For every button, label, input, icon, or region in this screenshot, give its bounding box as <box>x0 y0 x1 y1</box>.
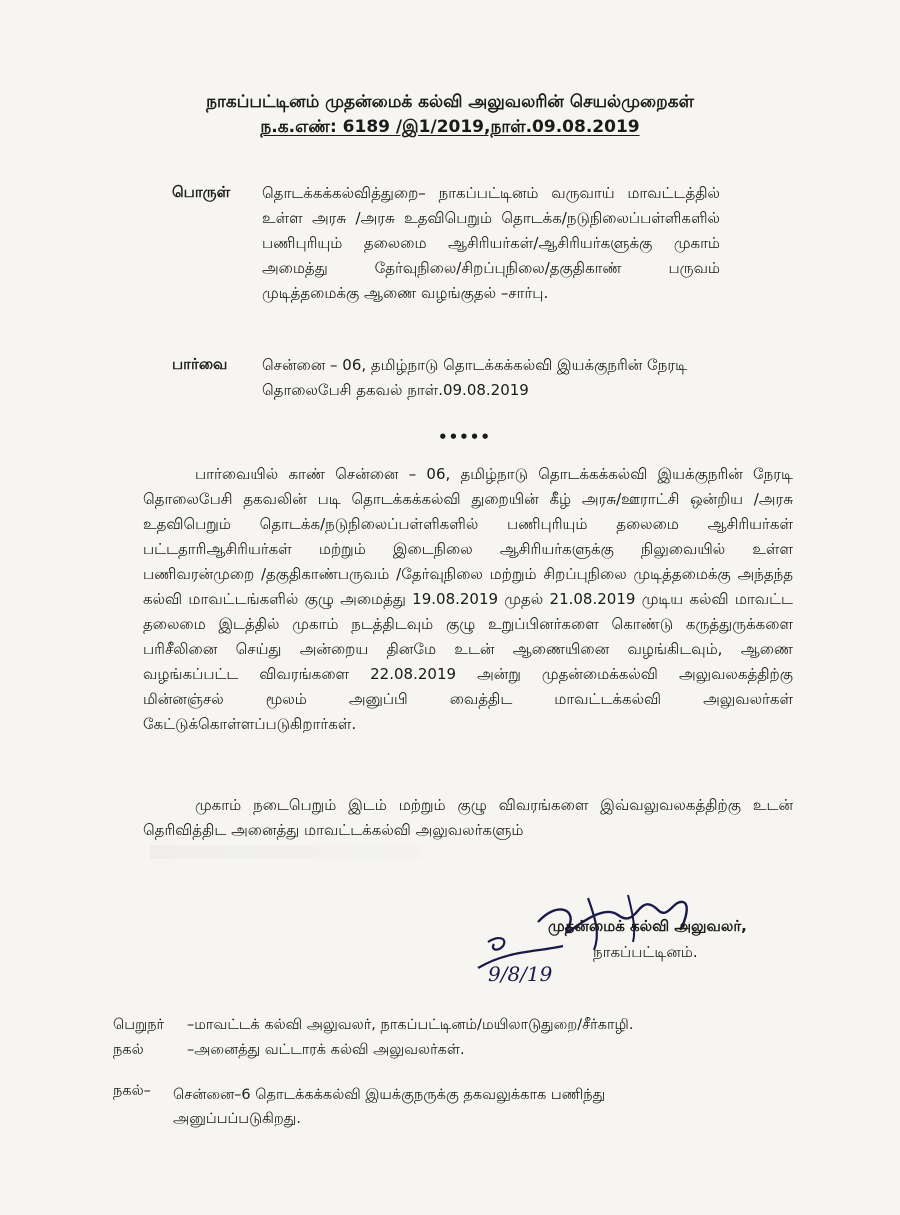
copy-label-1: நகல் <box>113 1042 144 1058</box>
reference-number: ந.க.எண்: 6189 /இ1/2019,நாள்.09.08.2019 <box>260 117 640 137</box>
recipient-label: பெறுநர் <box>113 1017 165 1033</box>
reference-label: பார்வை <box>172 355 228 373</box>
reference-text: சென்னை – 06, தமிழ்நாடு தொடக்கக்கல்வி இயக்குநரின் நேரடி தொலைபேசி தகவல் நாள்.09.08.2019 <box>262 356 688 399</box>
signatory-designation: முதன்மைக் கல்வி அலுவலர், <box>548 917 747 935</box>
recipient-text: –மாவட்டக் கல்வி அலுவலர், நாகப்பட்டினம்/மயிலாடுதுறை/சீர்காழி. <box>187 1017 634 1033</box>
signatory-place: நாகப்பட்டினம். <box>593 943 698 961</box>
copy-text-1: –அனைத்து வட்டாரக் கல்வி அலுவலர்கள். <box>187 1042 465 1058</box>
subject-text: தொடக்கக்கல்வித்துறை– நாகப்பட்டினம் வருவாய் மாவட்டத்தில் உள்ள அரசு /அரசு உதவிபெறும் தொடக்க/நடுநிலைப்பள்ளிகளில் பணிபுரியும் தலைமை ஆசிரியர்கள்/ஆசிரியர்களுக்கு முகாம் அமைத்து தேர்வுநிலை/சிறப்புநிலை/தகுதிகாண் பருவம் முடித்தமைக்கு ஆணை வழங்குதல் –சார்பு. <box>262 184 720 302</box>
document-title: நாகப்பட்டினம் முதன்மைக் கல்வி அலுவலரின் செயல்முறைகள் <box>206 92 694 112</box>
subject-label: பொருள் <box>172 183 231 201</box>
copy-label-2: நகல்– <box>113 1083 151 1099</box>
separator: ••••• <box>438 428 491 446</box>
handwritten-date: 9/8/19 <box>488 962 553 986</box>
body-paragraph-1: பார்வையில் காண் சென்னை – 06, தமிழ்நாடு தொடக்கக்கல்வி இயக்குநரின் நேரடி தொலைபேசி தகவலின் படி தொடக்கக்கல்வி துறையின் கீழ் அரசு/ஊராட்சி ஒன்றிய /அரசு உதவிபெறும் தொடக்க/நடுநிலைப்பள்ளிகளில் பணிபுரியும் தலைமை ஆசிரியர்கள் பட்டதாரிஆசிரியர்கள் மற்றும் இடைநிலை ஆசிரியர்களுக்கு நிலுவையில் உள்ள பணிவரன்முறை /தகுதிகாண்பருவம் /தேர்வுநிலை மற்றும் சிறப்புநிலை முடித்தமைக்கு அந்தந்த கல்வி மாவட்டங்களில் குழு அமைத்து 19.08.2019 முதல் 21.08.2019 முடிய கல்வி மாவட்ட தலைமை இடத்தில் முகாம் நடத்திடவும் குழு உறுப்பினர்களை கொண்டு கருத்துருக்களை பரிசீலினை செய்து அன்றைய தினமே உடன் ஆணையினை வழங்கிடவும், ஆணை வழங்கப்பட்ட விவரங்களை 22.08.2019 அன்று முதன்மைக்கல்வி அலுவலகத்திற்கு மின்னஞ்சல் மூலம் அனுப்பி வைத்திட மாவட்டக்கல்வி அலுவலர்கள் கேட்டுக்கொள்ளப்படுகிறார்கள். <box>143 465 793 733</box>
body-paragraph-2: முகாம் நடைபெறும் இடம் மற்றும் குழு விவரங்களை இவ்வலுவலகத்திற்கு உடன் தெரிவித்திட அனைத்து மாவட்டக்கல்வி அலுவலர்களும் <box>143 796 793 839</box>
faded-text-line <box>150 845 420 859</box>
copy-text-2: சென்னை–6 தொடக்கக்கல்வி இயக்குநருக்கு தகவலுக்காக பணிந்து அனுப்பப்படுகிறது. <box>173 1087 606 1127</box>
